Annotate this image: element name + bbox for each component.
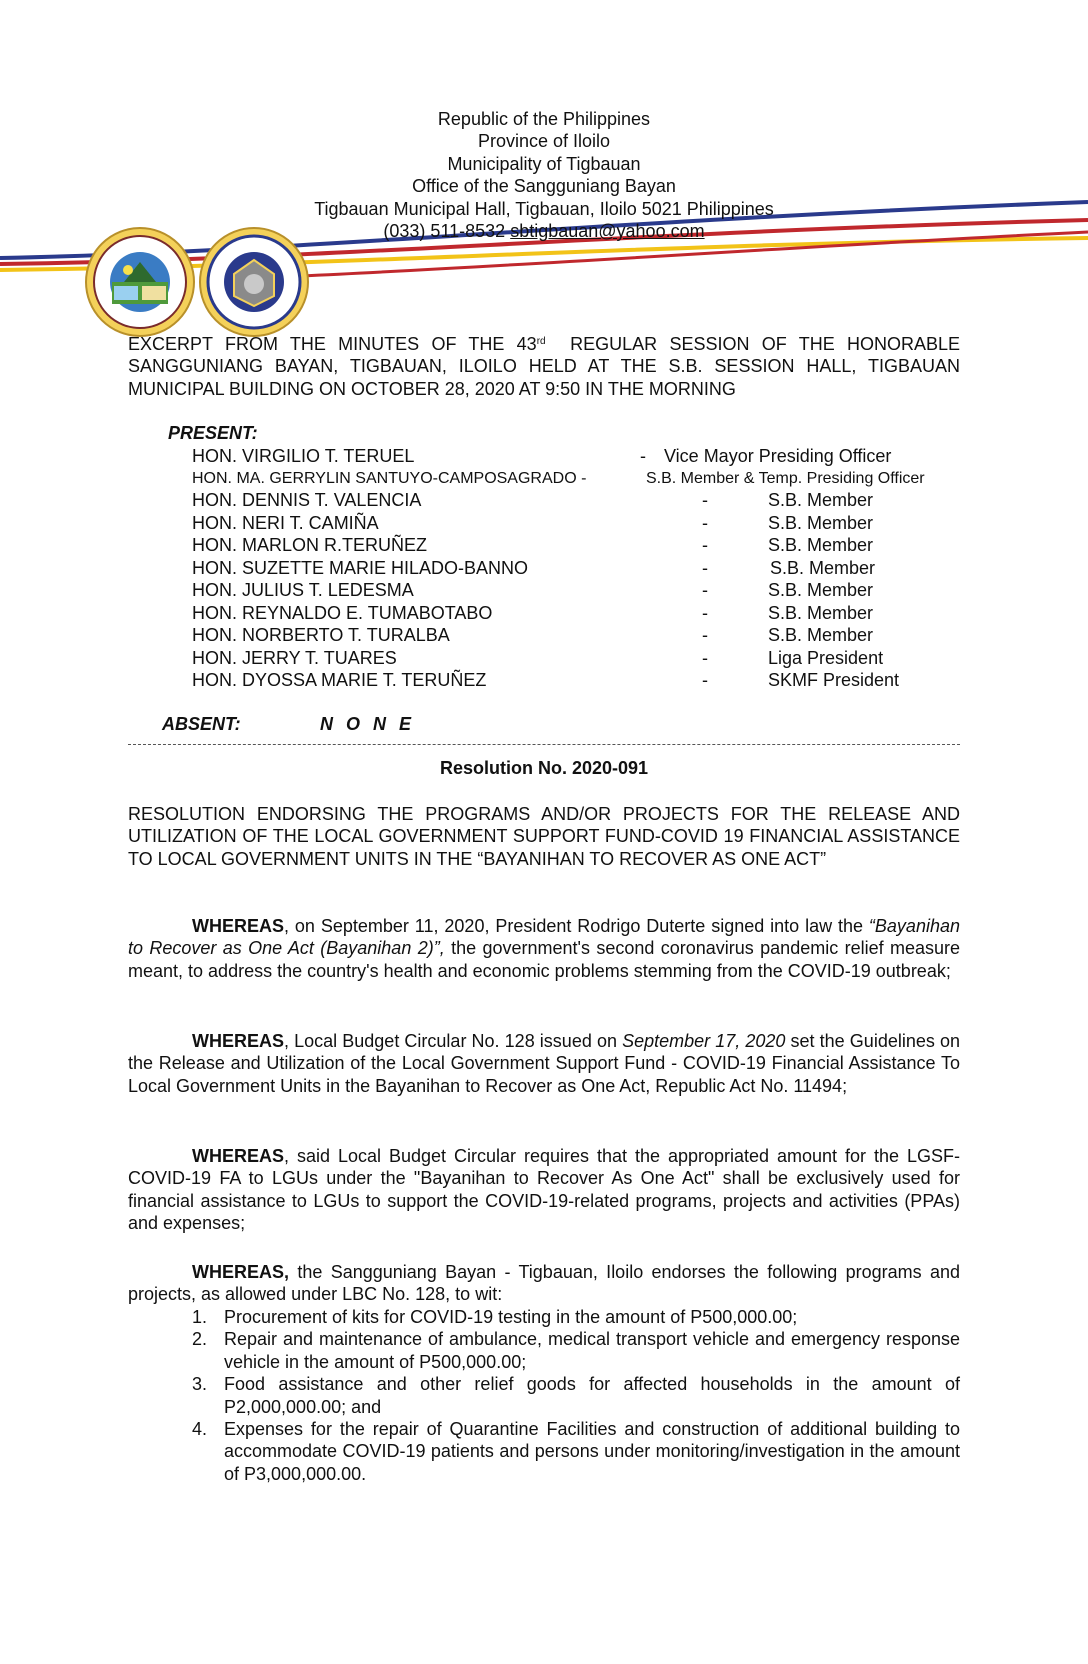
dashed-divider (128, 744, 960, 745)
whereas-lead: WHEREAS (192, 1031, 285, 1051)
attendee-role: S.B. Member (768, 580, 874, 600)
attendee-row (192, 558, 972, 580)
whereas-text: , said Local Budget Circular requires that the appropriated amount for the LGSF-COVID-19 FA to LGUs under the "Bayanihan to Recover As One Act" shall be exclusively used for financial assistance to LGUs to support the COVID-19-related programs, projects and activities (PPAs) and expenses; (128, 1146, 960, 1234)
whereas-paragraph-1 (128, 915, 960, 982)
attendee-row (192, 490, 972, 512)
attendee-role: S.B. Member (768, 490, 874, 510)
whereas-text: the Sangguniang Bayan - Tigbauan, Iloilo endorses the following programs and projects, as allowed under LBC No. 128, to wit: (128, 1262, 960, 1305)
list-item-text: Food assistance and other relief goods for affected households in the amount of P2,000,000.00; and (224, 1374, 960, 1417)
letterhead-republic: Republic of the Philippines (437, 109, 651, 129)
attendee-name: HON. REYNALDO E. TUMABOTABO (192, 603, 493, 623)
attendee-name: HON. DYOSSA MARIE T. TERUÑEZ (192, 670, 487, 690)
attendee-name: HON. JULIUS T. LEDESMA (192, 580, 414, 600)
whereas-paragraph-4 (128, 1261, 960, 1306)
attendee-role: S.B. Member (768, 513, 874, 533)
sangguniang-bayan-seal-logo (198, 226, 310, 338)
whereas-text: set the Guidelines on the Release and Utilization of the Local Government Support Fund - COVID-19 Financial Assistance To Local Government Units in the Bayanihan to Recover as One Act, Republic Act No. 11494; (128, 1031, 960, 1096)
attendee-dash: - (702, 648, 708, 668)
list-item (188, 1328, 960, 1373)
attendee-role: S.B. Member (768, 603, 874, 623)
letterhead-email-link[interactable]: sbtigbauan@yahoo.com (510, 221, 705, 242)
letterhead (0, 108, 1088, 242)
list-item-text: Expenses for the repair of Quarantine Facilities and construction of additional building to accommodate COVID-19 patients and persons under monitoring/investigation in the amount of P3,000,000.00. (224, 1419, 960, 1484)
attendee-name: HON. JERRY T. TUARES (192, 648, 397, 668)
list-item (188, 1306, 960, 1328)
attendee-dash: - (702, 490, 708, 510)
attendee-row (192, 513, 972, 535)
letterhead-contact (0, 220, 1088, 242)
whereas-lead: WHEREAS (192, 916, 285, 936)
attendee-role: SKMF President (768, 670, 900, 690)
whereas-italic: September 17, 2020 (622, 1031, 786, 1051)
attendee-dash: - (702, 558, 708, 578)
letterhead-office: Office of the Sangguniang Bayan (412, 176, 676, 197)
attendee-row (192, 580, 972, 602)
excerpt-text-1: EXCERPT FROM THE MINUTES OF THE 43 (128, 334, 537, 354)
attendee-role: S.B. Member (770, 558, 876, 578)
letterhead-phone: (033) 511-8532 (383, 221, 506, 242)
municipal-seal-logo (84, 226, 196, 338)
minutes-excerpt (128, 333, 966, 400)
whereas-lead: WHEREAS, (192, 1262, 290, 1282)
programs-list (188, 1306, 960, 1485)
letterhead-province: Province of Iloilo (477, 131, 611, 152)
resolution-number: Resolution No. 2020-091 (439, 758, 649, 778)
attendee-name: HON. SUZETTE MARIE HILADO-BANNO (192, 558, 529, 578)
attendee-row (192, 470, 972, 492)
absent-line (162, 714, 416, 735)
excerpt-text-2: REGULAR SESSION OF THE HONORABLE SANGGUNIANG BAYAN, TIGBAUAN, ILOILO HELD AT THE S.B. SESSION HALL, TIGBAUAN MUNICIPAL BUILDING ON OCTOBER 28, 2020 AT 9:50 IN THE MORNING (128, 334, 966, 399)
list-item-text: Repair and maintenance of ambulance, medical transport vehicle and emergency response vehicle in the amount of P500,000.00; (224, 1329, 960, 1372)
whereas-paragraph-3 (128, 1145, 960, 1235)
attendee-role: S.B. Member (768, 535, 874, 555)
list-item (188, 1418, 960, 1485)
list-item-number: 3. (192, 1374, 208, 1395)
list-item-text: Procurement of kits for COVID-19 testing in the amount of P500,000.00; (224, 1307, 798, 1327)
letterhead-address: Tigbauan Municipal Hall, Tigbauan, Iloilo 5021 Philippines (314, 198, 774, 219)
attendee-role: Liga President (768, 648, 884, 668)
attendee-dash: - (702, 625, 708, 645)
whereas-text: , Local Budget Circular No. 128 issued on (284, 1031, 623, 1051)
attendee-row (192, 648, 972, 670)
attendee-dash: - (702, 513, 708, 533)
whereas-text: , on September 11, 2020, President Rodrigo Duterte signed into law the (284, 916, 869, 936)
attendee-dash: - (702, 603, 708, 623)
absent-label: ABSENT: (162, 714, 241, 734)
whereas-paragraph-2 (128, 1030, 960, 1097)
attendee-dash: - (702, 535, 708, 555)
attendee-role: Vice Mayor Presiding Officer (664, 446, 892, 466)
attendee-row (192, 625, 972, 647)
attendee-name: HON. VIRGILIO T. TERUEL (192, 446, 415, 466)
attendee-role: S.B. Member & Temp. Presiding Officer (646, 470, 925, 487)
attendee-row (192, 535, 972, 557)
letterhead-municipality: Municipality of Tigbauan (447, 153, 641, 174)
whereas-italic: “Bayanihan to Recover as One Act (Bayanihan 2)”, (128, 916, 960, 959)
attendee-dash: - (640, 446, 646, 466)
attendee-row (192, 603, 972, 625)
excerpt-ordinal: rd (536, 336, 546, 347)
attendee-name: HON. MA. GERRYLIN SANTUYO-CAMPOSAGRADO - (192, 470, 587, 487)
attendee-dash: - (702, 670, 708, 690)
attendee-row (192, 670, 972, 692)
attendee-row (192, 446, 972, 468)
attendee-name: HON. NERI T. CAMIÑA (192, 513, 379, 533)
whereas-text: the government's second coronavirus pandemic relief measure meant, to address the country's health and economic problems stemming from the COVID-19 outbreak; (128, 938, 960, 981)
list-item-number: 2. (192, 1329, 208, 1350)
attendee-name: HON. DENNIS T. VALENCIA (192, 490, 422, 510)
attendee-name: HON. NORBERTO T. TURALBA (192, 625, 450, 645)
list-item (188, 1373, 960, 1418)
attendee-dash: - (702, 580, 708, 600)
attendee-name: HON. MARLON R.TERUÑEZ (192, 535, 428, 555)
attendee-role: S.B. Member (768, 625, 874, 645)
present-heading: PRESENT: (168, 423, 258, 443)
list-item-number: 4. (192, 1419, 208, 1440)
resolution-title: RESOLUTION ENDORSING THE PROGRAMS AND/OR PROJECTS FOR THE RELEASE AND UTILIZATION OF THE LOCAL GOVERNMENT SUPPORT FUND-COVID 19 FINANCIAL ASSISTANCE TO LOCAL GOVERNMENT UNITS IN THE “BAYANIHAN TO RECOVER AS ONE ACT” (128, 804, 960, 869)
whereas-lead: WHEREAS (192, 1146, 285, 1166)
list-item-number: 1. (192, 1307, 208, 1327)
absent-value: N O N E (320, 714, 416, 734)
